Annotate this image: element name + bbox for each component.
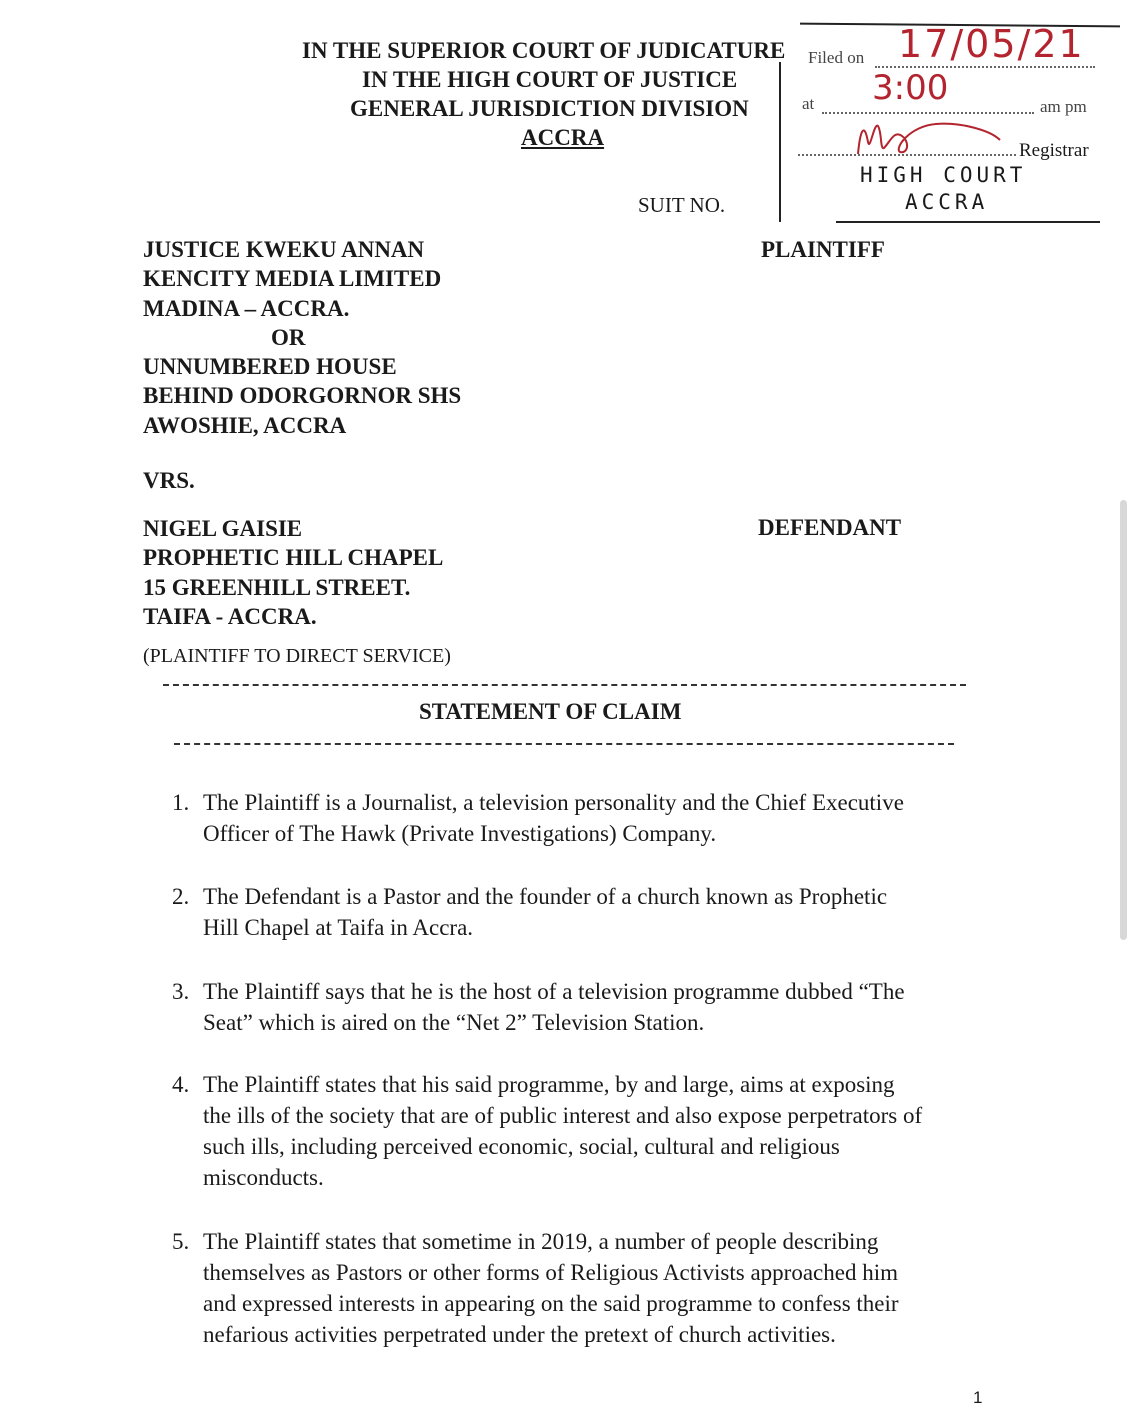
defendant-line: NIGEL GAISIE [143, 516, 303, 541]
paragraph-line: themselves as Pastors or other forms of Religious Activists approached him [203, 1260, 898, 1285]
versus-label: VRS. [143, 468, 195, 493]
paragraph-number: 4. [172, 1072, 190, 1097]
paragraph-line: The Plaintiff states that his said programme, by and large, aims at exposing [203, 1072, 895, 1097]
defendant-line: PROPHETIC HILL CHAPEL [143, 545, 444, 571]
plaintiff-line: JUSTICE KWEKU ANNAN [143, 237, 425, 262]
defendant-role-label: DEFENDANT [758, 515, 902, 540]
divider-bottom [174, 743, 954, 745]
stamp-registrar-label: Registrar [1019, 140, 1089, 161]
paragraph-line: the ills of the society that are of public interest and also expose perpetrators of [203, 1103, 923, 1128]
service-note: (PLAINTIFF TO DIRECT SERVICE) [143, 645, 451, 667]
defendant-line: 15 GREENHILL STREET. [143, 574, 411, 600]
defendant-line: TAIFA - ACCRA. [143, 603, 317, 629]
paragraph-number: 1. [172, 790, 190, 815]
plaintiff-address-block [143, 235, 461, 440]
stamp-registrar-line [798, 154, 1016, 156]
stamp-filed-on-label: Filed on [808, 48, 865, 67]
paragraph-line: The Plaintiff says that he is the host of a television programme dubbed “The [203, 979, 905, 1004]
plaintiff-line: UNNUMBERED HOUSE [143, 354, 397, 380]
paragraph-line: misconducts. [203, 1165, 324, 1190]
paragraph-line: Officer of The Hawk (Private Investigations) Company. [203, 821, 717, 846]
plaintiff-line: MADINA – ACCRA. [143, 295, 350, 321]
court-header-line-4: ACCRA [521, 125, 605, 150]
plaintiff-line: KENCITY MEDIA LIMITED [143, 266, 442, 292]
paragraph-number: 3. [172, 979, 190, 1004]
defendant-address-block [143, 514, 443, 631]
stamp-at-label: at [802, 94, 815, 113]
stamp-border-bottom [836, 221, 1100, 223]
divider-top [163, 684, 966, 686]
paragraph-line: The Plaintiff states that sometime in 2019, a number of people describing [203, 1229, 879, 1254]
document-title: STATEMENT OF CLAIM [419, 699, 682, 724]
paragraph-line: Hill Chapel at Taifa in Accra. [203, 915, 474, 940]
court-header-line-2: IN THE HIGH COURT OF JUSTICE [362, 67, 738, 92]
paragraph-number: 5. [172, 1229, 190, 1254]
registrar-signature [850, 112, 1020, 160]
stamp-court-line-2: ACCRA [905, 190, 989, 214]
paragraph-number: 2. [172, 884, 190, 909]
stamp-handwritten-date: 17/05/21 [898, 22, 1085, 66]
paragraph-line: nefarious activities perpetrated under the pretext of church activities. [203, 1322, 836, 1347]
page-number: 1 [973, 1388, 983, 1407]
suit-no-label: SUIT NO. [638, 193, 726, 217]
court-header-line-3: GENERAL JURISDICTION DIVISION [350, 96, 749, 121]
paragraph-line: Seat” which is aired on the “Net 2” Television Station. [203, 1010, 705, 1035]
plaintiff-or: OR [271, 324, 306, 350]
paragraph-line: such ills, including perceived economic, social, cultural and religious [203, 1134, 840, 1159]
stamp-handwritten-time: 3:00 [872, 68, 949, 108]
plaintiff-role-label: PLAINTIFF [761, 237, 885, 262]
court-header-line-1: IN THE SUPERIOR COURT OF JUDICATURE [302, 38, 786, 63]
stamp-court-line-1: HIGH COURT [860, 163, 1027, 187]
paragraph-line: and expressed interests in appearing on the said programme to confess their [203, 1291, 899, 1316]
plaintiff-line: BEHIND ODORGORNOR SHS [143, 383, 462, 409]
paragraph-line: The Plaintiff is a Journalist, a television personality and the Chief Executive [203, 790, 904, 815]
stamp-ampm-label: am pm [1040, 97, 1087, 116]
paragraph-line: The Defendant is a Pastor and the founder of a church known as Prophetic [203, 884, 888, 909]
stamp-border-left [779, 62, 781, 222]
plaintiff-line: AWOSHIE, ACCRA [143, 412, 347, 438]
vertical-scrollbar[interactable] [1120, 500, 1127, 940]
